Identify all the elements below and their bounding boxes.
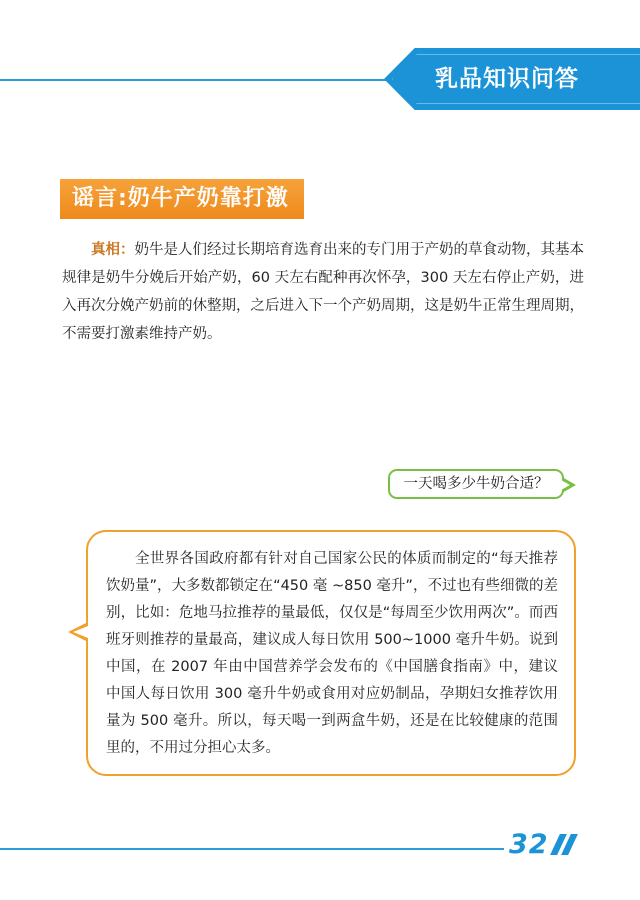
section-title: 乳品知识问答 bbox=[435, 66, 579, 92]
page-number: 32 bbox=[509, 829, 549, 860]
header-rule bbox=[0, 79, 400, 81]
footer-rule bbox=[0, 848, 504, 850]
answer-bubble bbox=[86, 530, 576, 776]
question-bubble-tail-fill bbox=[561, 480, 570, 490]
answer-text: 全世界各国政府都有针对自己国家公民的体质而制定的“每天推荐饮奶量”，大多数都锁定在“450 毫 ~850 毫升”，不过也有些细微的差别，比如：危地马拉推荐的量最低，仅仅是“每周至少饮用两次”。而西班牙则推荐的量最高，建议成人每日饮用 500~1000 毫升牛奶。说到中国，在 2007 年由中国营养学会发布的《中国膳食指南》中，建议中国人每日饮用 300 毫升牛奶或食用对应奶制品，孕期妇女推荐饮用量为 500 毫升。所以，每天喝一到两盒牛奶，还是在比较健康的范围里的，不用过分担心太多。 bbox=[106, 551, 558, 756]
truth-text: 奶牛是人们经过长期培育选育出来的专门用于产奶的草食动物，其基本规律是奶牛分娩后开始产奶，60 天左右配种再次怀孕，300 天左右停止产奶，进入再次分娩产奶前的休整期，之后进入下一个产奶周期，这是奶牛正常生理周期，不需要打激素维持产奶。 bbox=[62, 242, 584, 342]
rumor-heading: 谣言:奶牛产奶靠打激素 bbox=[60, 179, 304, 219]
answer-bubble-tail-fill bbox=[73, 626, 88, 638]
question-bubble bbox=[388, 469, 564, 499]
truth-paragraph bbox=[62, 236, 584, 348]
question-text: 一天喝多少牛奶合适？ bbox=[403, 476, 549, 492]
truth-label: 真相： bbox=[91, 242, 135, 258]
